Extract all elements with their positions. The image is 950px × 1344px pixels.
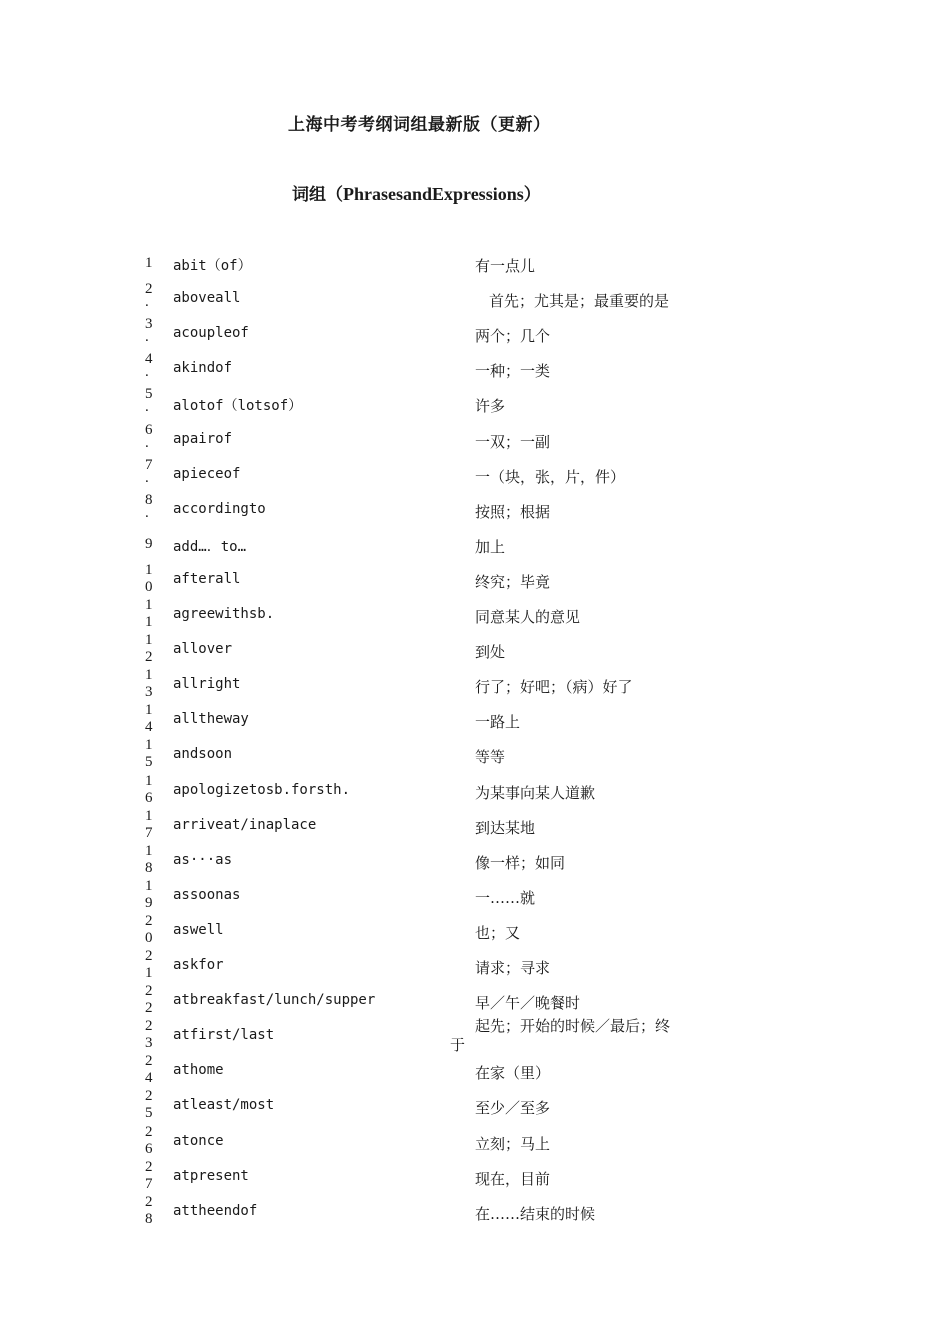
entry-number: 2 0 <box>145 912 153 946</box>
entry-meaning: 像一样；如同 <box>475 853 566 872</box>
entry-meaning: 一双；一副 <box>475 432 551 451</box>
entry-meaning: 一（块，张，片，件） <box>475 467 626 486</box>
entry-phrase: afterall <box>173 570 241 587</box>
entry-number: 3 . <box>145 316 153 346</box>
entry-meaning: 到处 <box>475 643 506 662</box>
entry-phrase: atleast/most <box>173 1097 275 1114</box>
entry-phrase: aboveall <box>173 290 241 307</box>
entry-number: 2 7 <box>145 1158 153 1192</box>
entry-meaning: 首先；尤其是；最重要的是 <box>489 292 670 311</box>
entry-number: 2 1 <box>145 948 153 981</box>
entry-phrase: as···as <box>173 851 233 868</box>
phrase-row <box>0 255 950 299</box>
entry-number: 5 . <box>145 386 153 416</box>
entry-meaning: 有一点儿 <box>475 257 536 275</box>
entry-meaning: 立刻；马上 <box>475 1134 551 1153</box>
entry-phrase: atfirst/last <box>173 1027 275 1044</box>
entry-phrase: askfor <box>173 957 224 973</box>
entry-phrase: apieceof <box>173 465 241 482</box>
entry-meaning: 两个；几个 <box>475 327 551 346</box>
entry-meaning: 等等 <box>475 748 506 767</box>
entry-phrase: atpresent <box>173 1167 249 1184</box>
document-title: 上海中考考纲词组最新版（更新） <box>288 115 551 135</box>
entry-meaning: 一路上 <box>475 713 521 732</box>
entry-phrase: assoonas <box>173 886 241 903</box>
entry-phrase: allover <box>173 641 233 658</box>
entry-phrase: agreewithsb. <box>173 606 275 622</box>
entry-number: 2 3 <box>145 1018 153 1052</box>
entry-phrase: apologizetosb.forsth. <box>173 781 351 798</box>
entry-meaning: 起先；开始的时候／最后；终 于 <box>450 1017 671 1055</box>
entry-number: 1 9 <box>145 877 153 911</box>
entry-meaning: 许多 <box>475 397 506 416</box>
entry-phrase: aswell <box>173 921 224 938</box>
entry-meaning: 至少／至多 <box>475 1099 551 1118</box>
entry-number: 1 <box>145 255 153 271</box>
entry-meaning: 一……就 <box>475 888 536 907</box>
entry-meaning: 也；又 <box>475 923 521 942</box>
entry-meaning: 到达某地 <box>475 818 536 837</box>
entry-number: 2 . <box>145 281 153 311</box>
entry-phrase: apairof <box>173 430 233 447</box>
entry-number: 1 6 <box>145 772 153 806</box>
entry-number: 2 8 <box>145 1193 153 1227</box>
entry-number: 1 5 <box>145 737 153 771</box>
entry-number: 1 4 <box>145 702 153 736</box>
entry-number: 2 5 <box>145 1088 153 1122</box>
entry-number: 1 3 <box>145 667 153 701</box>
entry-number: 1 1 <box>145 597 153 630</box>
entry-meaning: 终究；毕竟 <box>475 572 551 591</box>
entry-number: 6 . <box>145 421 153 451</box>
entry-meaning: 请求；寻求 <box>475 959 551 977</box>
entry-meaning: 一种；一类 <box>475 362 551 381</box>
entry-number: 2 2 <box>145 983 153 1017</box>
entry-phrase: atbreakfast/lunch/supper <box>173 992 376 1009</box>
entry-phrase: andsoon <box>173 746 233 763</box>
entry-phrase: add…．to… <box>173 538 247 555</box>
entry-meaning: 按照；根据 <box>475 502 551 521</box>
entry-phrase: alltheway <box>173 711 249 728</box>
entry-meaning: 同意某人的意见 <box>475 608 581 626</box>
subtitle-prefix: 词组（ <box>292 185 343 205</box>
entry-meaning: 早／午／晚餐时 <box>475 994 581 1013</box>
entry-phrase: allright <box>173 676 241 693</box>
entry-phrase: accordingto <box>173 500 266 517</box>
entry-phrase: atonce <box>173 1132 224 1149</box>
entry-number: 1 2 <box>145 632 153 666</box>
entry-number: 1 7 <box>145 807 153 841</box>
entry-meaning: 为某事向某人道歉 <box>475 783 596 802</box>
entry-number: 9 <box>145 535 153 552</box>
entry-number: 1 8 <box>145 842 153 876</box>
entry-meaning: 加上 <box>475 537 506 556</box>
entry-phrase: athome <box>173 1062 224 1079</box>
entry-phrase: attheendof <box>173 1202 258 1219</box>
entry-meaning: 现在，目前 <box>475 1169 551 1188</box>
entry-number: 1 0 <box>145 561 153 595</box>
entry-meaning: 行了；好吧；（病）好了 <box>475 678 633 697</box>
entry-phrase: acoupleof <box>173 325 249 342</box>
entry-phrase: alotof（lotsof） <box>173 398 303 415</box>
entry-phrase: abit（of） <box>173 258 252 274</box>
entry-number: 2 6 <box>145 1123 153 1157</box>
entry-meaning: 在家（里） <box>475 1064 551 1083</box>
entry-number: 8 . <box>145 491 153 521</box>
entry-meaning: 在……结束的时候 <box>475 1204 596 1223</box>
entry-number: 7 . <box>145 456 153 486</box>
phrase-row <box>0 1193 950 1230</box>
subtitle-suffix: ） <box>523 185 541 205</box>
entry-phrase: akindof <box>173 360 233 377</box>
subtitle-english: PhrasesandExpressions <box>343 184 524 204</box>
entry-number: 4 . <box>145 351 153 381</box>
entry-number: 2 4 <box>145 1053 153 1087</box>
entry-phrase: arriveat/inaplace <box>173 816 317 833</box>
